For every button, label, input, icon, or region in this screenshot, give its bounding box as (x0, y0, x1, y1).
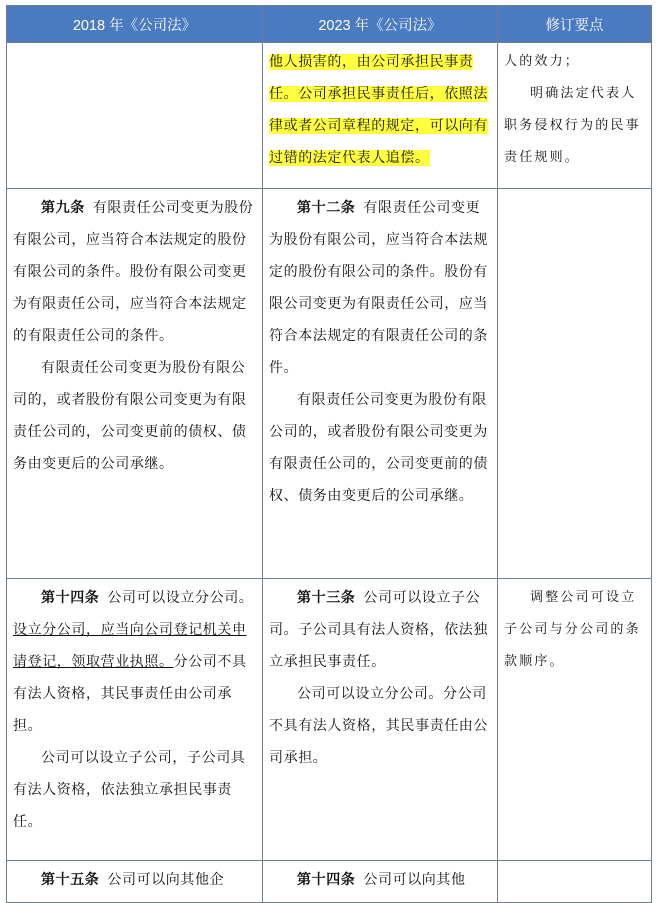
table-row (7, 189, 652, 579)
law-comparison-table (6, 5, 652, 903)
cell-2023-law (263, 43, 498, 189)
article-number: 第十二条 (297, 200, 356, 216)
article-text: 公司可以向其他 (363, 872, 466, 888)
note-line: 明确法定代表人职务侵权行为的民事责任规则。 (504, 86, 641, 165)
article-paragraph: 有限责任公司变更为股份有限公司的，或者股份有限公司变更为有限责任公司的，公司变更前的债权、债务由变更后的公司承继。 (269, 392, 488, 504)
article-number: 第九条 (41, 200, 85, 216)
cell-2023-law (263, 579, 498, 861)
underlined-text: 设立分公司，应当向公司登记机关申请登记，领取营业执照。 (13, 622, 247, 670)
table-header-row (7, 6, 652, 43)
cell-2018-law (7, 579, 263, 861)
table-row (7, 579, 652, 861)
table-row (7, 861, 652, 903)
article-text: 公司可以设立子公司。子公司具有法人资格，依法独立承担民事责任。 (269, 590, 488, 670)
header-2018-law: 2018 年《公司法》 (7, 6, 263, 43)
cell-revision-note (498, 189, 652, 579)
note-line: 人的效力； (504, 54, 581, 69)
cell-2018-empty (7, 43, 263, 189)
note-text: 调整公司可设立子公司与分公司的条款顺序。 (504, 590, 641, 669)
cell-revision-note (498, 579, 652, 861)
highlighted-text: 他人损害的，由公司承担民事责任。公司承担民事责任后，依照法律或者公司章程的规定，可以向有过错的法定代表人追偿。 (269, 54, 488, 166)
article-paragraph: 公司可以设立分公司。分公司不具有法人资格，其民事责任由公司承担。 (269, 686, 488, 766)
article-number: 第十四条 (41, 590, 100, 606)
article-text: 分公司不具有法人资格，其民事责任由公司承担。 (13, 654, 247, 734)
article-number: 第十五条 (41, 872, 100, 888)
article-text: 有限责任公司变更为股份有限公司，应当符合本法规定的股份有限公司的条件。股份有限公司变更为有限责任公司，应当符合本法规定的有限责任公司的条件。 (269, 200, 488, 376)
cell-2018-law (7, 189, 263, 579)
article-number: 第十三条 (297, 590, 356, 606)
cell-2023-law (263, 861, 498, 903)
article-paragraph: 有限责任公司变更为股份有限公司的，或者股份有限公司变更为有限责任公司的，公司变更前的债权、债务由变更后的公司承继。 (13, 360, 247, 472)
cell-2018-law (7, 861, 263, 903)
cell-revision-note (498, 861, 652, 903)
header-2023-law: 2023 年《公司法》 (263, 6, 498, 43)
cell-2023-law (263, 189, 498, 579)
cell-revision-note (498, 43, 652, 189)
article-text: 有限责任公司变更为股份有限公司，应当符合本法规定的股份有限公司的条件。股份有限公司变更为有限责任公司，应当符合本法规定的有限责任公司的条件。 (13, 200, 254, 344)
article-paragraph: 公司可以设立子公司，子公司具有法人资格，依法独立承担民事责任。 (13, 750, 246, 830)
article-text: 公司可以设立分公司。 (107, 590, 254, 606)
article-number: 第十四条 (297, 872, 356, 888)
header-revision-points: 修订要点 (498, 6, 652, 43)
table-row (7, 43, 652, 189)
article-text: 公司可以向其他企 (107, 872, 225, 888)
